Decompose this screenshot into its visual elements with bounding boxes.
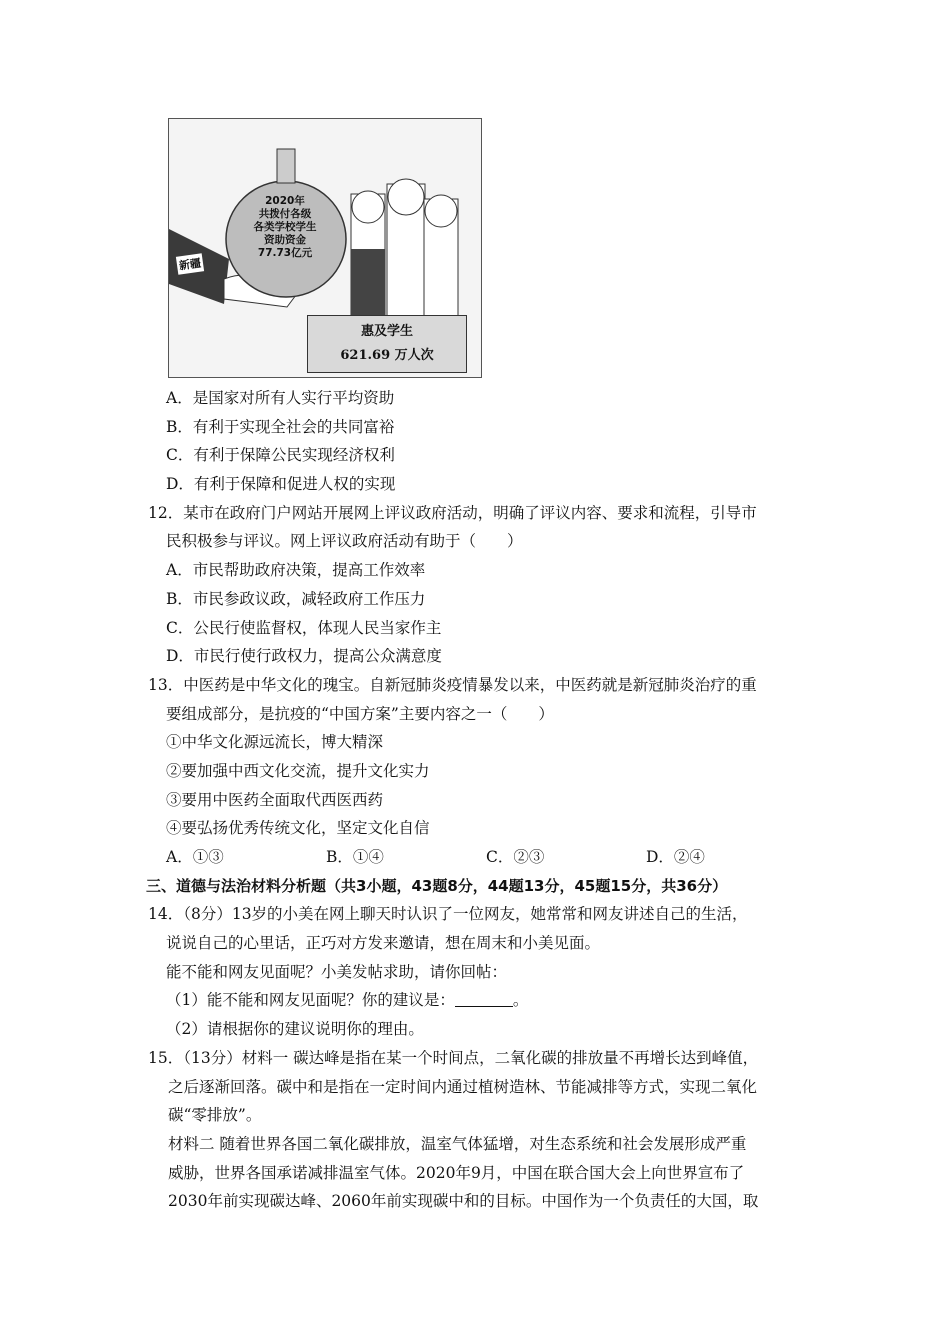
bag-line: 2020年 <box>265 195 305 207</box>
q12-option: A．市民帮助政府决策，提高工作效率 <box>166 561 426 580</box>
q13-item: ④要弘扬优秀传统文化，坚定文化自信 <box>166 819 430 838</box>
q14-stem: 说说自己的心里话，正巧对方发来邀请，想在周末和小美见面。 <box>166 934 601 953</box>
q12-stem: 民积极参与评议。网上评议政府活动有助于（ ） <box>166 532 523 551</box>
box-line: 惠及学生 <box>360 324 413 339</box>
q13-option: B．①④ <box>326 848 384 866</box>
box-line: 621.69 万人次 <box>340 348 434 363</box>
q11-option: D．有利于保障和促进人权的实现 <box>166 475 396 494</box>
students-benefited-box <box>307 315 467 373</box>
question-text <box>148 384 818 1216</box>
q13-option: D．②④ <box>646 848 705 866</box>
q12-stem: 12．某市在政府门户网站开展网上评议政府活动，明确了评议内容、要求和流程，引导市 <box>148 503 757 522</box>
q13-option: C．②③ <box>486 848 545 866</box>
bag-line: 各类学校学生 <box>253 221 317 233</box>
bag-line: 共拨付各级 <box>258 208 312 220</box>
q14-sub2: （2）请根据你的建议说明你的理由。 <box>166 1020 424 1039</box>
q13-item: ③要用中医药全面取代西医西药 <box>166 790 384 809</box>
q15-text: 材料二 随着世界各国二氧化碳排放，温室气体猛增，对生态系统和社会发展形成严重 <box>168 1134 747 1153</box>
bag-line: 资助资金 <box>264 234 306 246</box>
bag-line: 77.73亿元 <box>257 247 313 259</box>
q14-stem: 14．（8分）13岁的小美在网上聊天时认识了一位网友，她常常和网友讲述自己的生活， <box>148 905 748 924</box>
q11-option: A．是国家对所有人实行平均资助 <box>166 389 395 407</box>
q13-options <box>148 843 818 872</box>
section-3-heading: 三、道德与法治材料分析题（共3小题，43题8分，44题13分，45题15分，共36分） <box>146 876 728 895</box>
q11-option: C．有利于保障公民实现经济权利 <box>166 446 395 465</box>
q14-sub1 <box>148 986 818 1015</box>
q11-option: B．有利于实现全社会的共同富裕 <box>166 417 395 436</box>
q14-sub1-text: （1）能不能和网友见面呢？你的建议是： <box>166 991 455 1010</box>
q15-text: 威胁，世界各国承诺减排温室气体。2020年9月，中国在联合国大会上向世界宣布了 <box>168 1163 745 1182</box>
q13-stem: 要组成部分，是抗疫的“中国方案”主要内容之一（ ） <box>166 704 554 723</box>
q14-stem: 能不能和网友见面呢？小美发帖求助，请你回帖： <box>166 962 508 981</box>
q13-item: ①中华文化源远流长，博大精深 <box>166 733 384 752</box>
q15-text: 碳“零排放”。 <box>168 1106 262 1125</box>
bag-text <box>229 195 341 260</box>
q12-option: C．公民行使监督权，体现人民当家作主 <box>166 618 442 637</box>
q15-text: 2030年前实现碳达峰、2060年前实现碳中和的目标。中国作为一个负责任的大国，取 <box>168 1192 759 1211</box>
cartoon-illustration <box>168 118 482 378</box>
q13-stem: 13．中医药是中华文化的瑰宝。自新冠肺炎疫情暴发以来，中医药就是新冠肺炎治疗的重 <box>148 675 757 694</box>
q14-sub1-end: 。 <box>512 991 529 1010</box>
q12-option: B．市民参政议政，减轻政府工作压力 <box>166 589 426 608</box>
q15-text: 15．（13分）材料一 碳达峰是指在某一个时间点，二氧化碳的排放量不再增长达到峰值， <box>148 1048 759 1067</box>
answer-blank <box>455 990 513 1007</box>
q15-text: 之后逐渐回落。碳中和是指在一定时间内通过植树造林、节能减排等方式，实现二氧化 <box>168 1077 758 1096</box>
sleeve-label: 新疆 <box>176 253 204 274</box>
q13-option: A．①③ <box>166 848 224 866</box>
q12-option: D．市民行使行政权力，提高公众满意度 <box>166 647 442 666</box>
q13-item: ②要加强中西文化交流，提升文化实力 <box>166 761 430 780</box>
